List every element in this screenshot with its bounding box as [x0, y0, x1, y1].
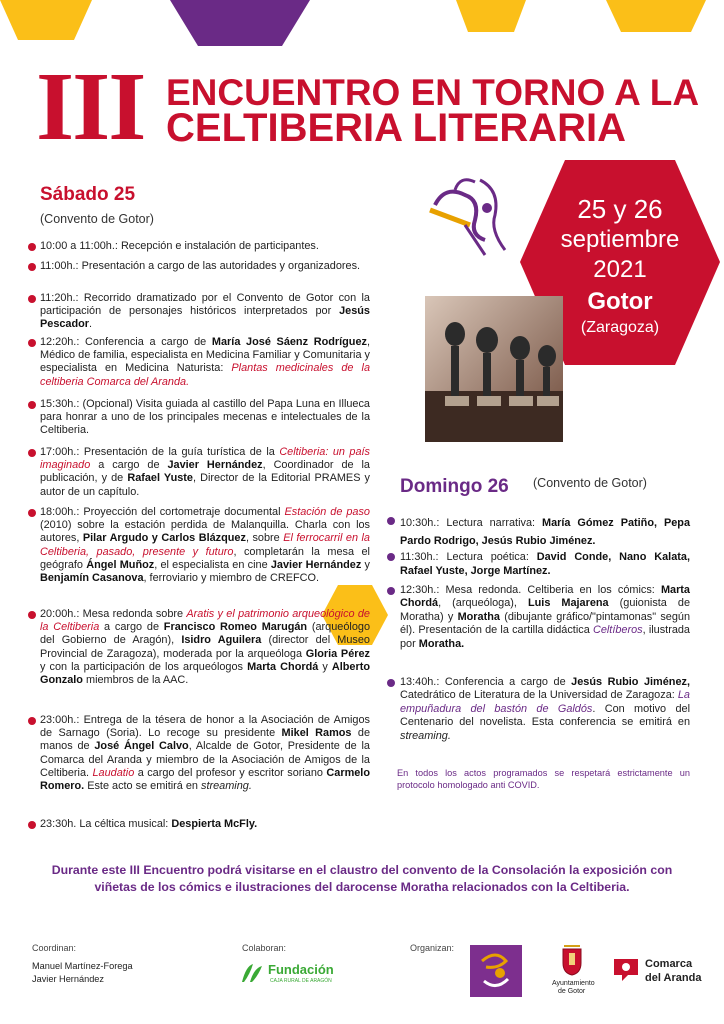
bullet-icon — [387, 679, 395, 687]
organizan-label: Organizan: — [410, 943, 455, 953]
schedule-item: 23:00h.: Entrega de la tésera de honor a la Asociación de Amigos de Sarnago (Soria). Lo recoge su presidente Mikel Ramos de manos de José Ángel Calvo, Alcalde de Gotor, Presidente de la Comarca del Aranda y miembro de la Asociación de Amigos de la Celtiberia. Laudatio a cargo del profesor y escritor soriano Carmelo Romero. Este acto se emitirá en streaming. — [40, 714, 371, 793]
yellow-hexagon-top-right — [456, 0, 706, 36]
exhibition-note: Durante este III Encuentro podrá visitarse en el claustro del convento de la Consolación la exposición con viñetas de los cómics e ilustraciones del darocense Moratha relacionados con la Celtiberia. — [51, 863, 673, 894]
museum-helmets-photo — [425, 296, 563, 442]
gotor-coat-of-arms-icon — [560, 941, 584, 977]
comarca-aranda-logo-icon — [610, 955, 642, 983]
sunday-venue: (Convento de Gotor) — [533, 476, 647, 490]
coordinan-label: Coordinan: — [32, 943, 77, 953]
schedule-item: 12:20h.: Conferencia a cargo de María José Sáenz Rodríguez, Médico de familia, especialista en Medicina Familiar y Comunitaria y especialista en Medicina Naturista: Plantas medicinales de la celtiberia Comarca del Aranda. — [40, 336, 371, 388]
comarca-line1: Comarca — [645, 958, 693, 970]
schedule-item: 18:00h.: Proyección del cortometraje documental Estación de paso (2010) sobre la estación perdida de Malanquilla. Charla con los autores, Pilar Argudo y Carlos Blázquez, sobre El ferrocarril en la Celtiberia, pasado, presente y futuro, completarán la mesa el geógrafo Ángel Muñoz, el especialista en cine Javier Hernández y Benjamín Casanova, ferroviario y miembro de CREFCO. — [40, 506, 370, 585]
schedule-item: 20:00h.: Mesa redonda sobre Aratis y el patrimonio arqueológico de la Celtiberia a cargo de Francisco Romeo Marugán (arqueólogo del Gobierno de Aragón), Isidro Aguilera (director del Museo Provincial de Zaragoza), moderada por la arqueóloga Gloria Pérez y con la participación de los arqueólogos Marta Chordá y Alberto Gonzalo miembros de la AAC. — [40, 608, 370, 687]
date-region: (Zaragoza) — [580, 319, 660, 336]
comarca-line2: del Aranda — [645, 972, 702, 984]
bullet-icon — [28, 401, 36, 409]
saturday-venue: (Convento de Gotor) — [40, 212, 154, 226]
ayuntamiento-line2: de Gotor — [558, 988, 586, 995]
yellow-hexagon-top-left — [0, 0, 100, 42]
bullet-icon — [28, 821, 36, 829]
date-days: 25 y 26 — [577, 194, 663, 224]
amigos-celtiberia-logo — [470, 945, 522, 997]
schedule-item: 13:40h.: Conferencia a cargo de Jesús Rubio Jiménez, Catedrático de Literatura de la Universidad de Zaragoza: La empuñadura del bastón de Galdós. Con motivo del Centenario del novelista. Esta conferencia se emitirá en streaming. — [400, 676, 690, 742]
schedule-item: 11:20h.: Recorrido dramatizado por el Convento de Gotor con la participación de personajes históricos interpretados por Jesús Pescador. — [40, 292, 370, 331]
colaboran-label: Colaboran: — [242, 943, 287, 953]
bullet-icon — [28, 243, 36, 251]
schedule-item: 11:00h.: Presentación a cargo de las autoridades y organizadores. — [40, 260, 361, 272]
coordinator-name: Manuel Martínez-Forega — [32, 961, 133, 971]
bullet-icon — [28, 509, 36, 517]
event-title-line1: ENCUENTRO EN TORNO A LA — [166, 72, 700, 113]
purple-hexagon-top-center — [170, 0, 310, 50]
fundacion-logo-icon — [240, 962, 266, 984]
bullet-icon — [387, 517, 395, 525]
event-title-line2: CELTIBERIA LITERARIA — [166, 106, 626, 150]
date-place: Gotor — [587, 288, 653, 315]
bullet-icon — [28, 339, 36, 347]
bullet-icon — [28, 611, 36, 619]
schedule-item: 10:30h.: Lectura narrativa: María Gómez Patiño, Pepa Pardo Rodrigo, Jesús Rubio Jiménez. — [400, 517, 690, 547]
coordinator-name: Javier Hernández — [32, 974, 105, 984]
covid-note: En todos los actos programados se respetará estrictamente un protocolo homologado anti COVID. — [397, 768, 690, 790]
schedule-item: 17:00h.: Presentación de la guía turística de la Celtiberia: un país imaginado a cargo de Javier Hernández, Coordinador de la publicación, y de Rafael Yuste, Director de la Editorial PRAMES y autor de un capítulo. — [40, 446, 371, 498]
date-year: 2021 — [593, 256, 647, 283]
schedule-item: 10:00 a 11:00h.: Recepción e instalación de participantes. — [40, 240, 319, 252]
celtic-figure-logo — [425, 170, 520, 260]
bullet-icon — [387, 587, 395, 595]
ayuntamiento-line1: Ayuntamiento — [552, 980, 595, 987]
schedule-item: 11:30h.: Lectura poética: David Conde, Nano Kalata, Rafael Yuste, Jorge Martínez. — [400, 551, 690, 577]
bullet-icon — [28, 295, 36, 303]
bullet-icon — [28, 263, 36, 271]
roman-numeral-three: III — [36, 53, 145, 161]
schedule-item: 15:30h.: (Opcional) Visita guiada al castillo del Papa Luna en Illueca para honrar a uno de los principales mecenas e intelectuales de la Celtiberia. — [40, 398, 370, 437]
fundacion-name: Fundación — [268, 962, 334, 977]
bullet-icon — [28, 717, 36, 725]
date-month: septiembre — [560, 226, 680, 253]
schedule-item: 23:30h. La céltica musical: Despierta McFly. — [40, 818, 258, 830]
schedule-item: 12:30h.: Mesa redonda. Celtiberia en los cómics: Marta Chordá, (arqueóloga), Luis Majarena (guionista de Moratha) y Moratha (dibujante gráfico/"pintamonas" según él). Presentación de la cartilla didáctica Celtíberos, ilustrada por Moratha. — [400, 584, 691, 650]
fundacion-subtitle: CAJA RURAL DE ARAGÓN — [270, 978, 332, 984]
saturday-title: Sábado 25 — [40, 184, 136, 205]
bullet-icon — [28, 449, 36, 457]
bullet-icon — [387, 553, 395, 561]
sunday-title: Domingo 26 — [400, 476, 509, 497]
